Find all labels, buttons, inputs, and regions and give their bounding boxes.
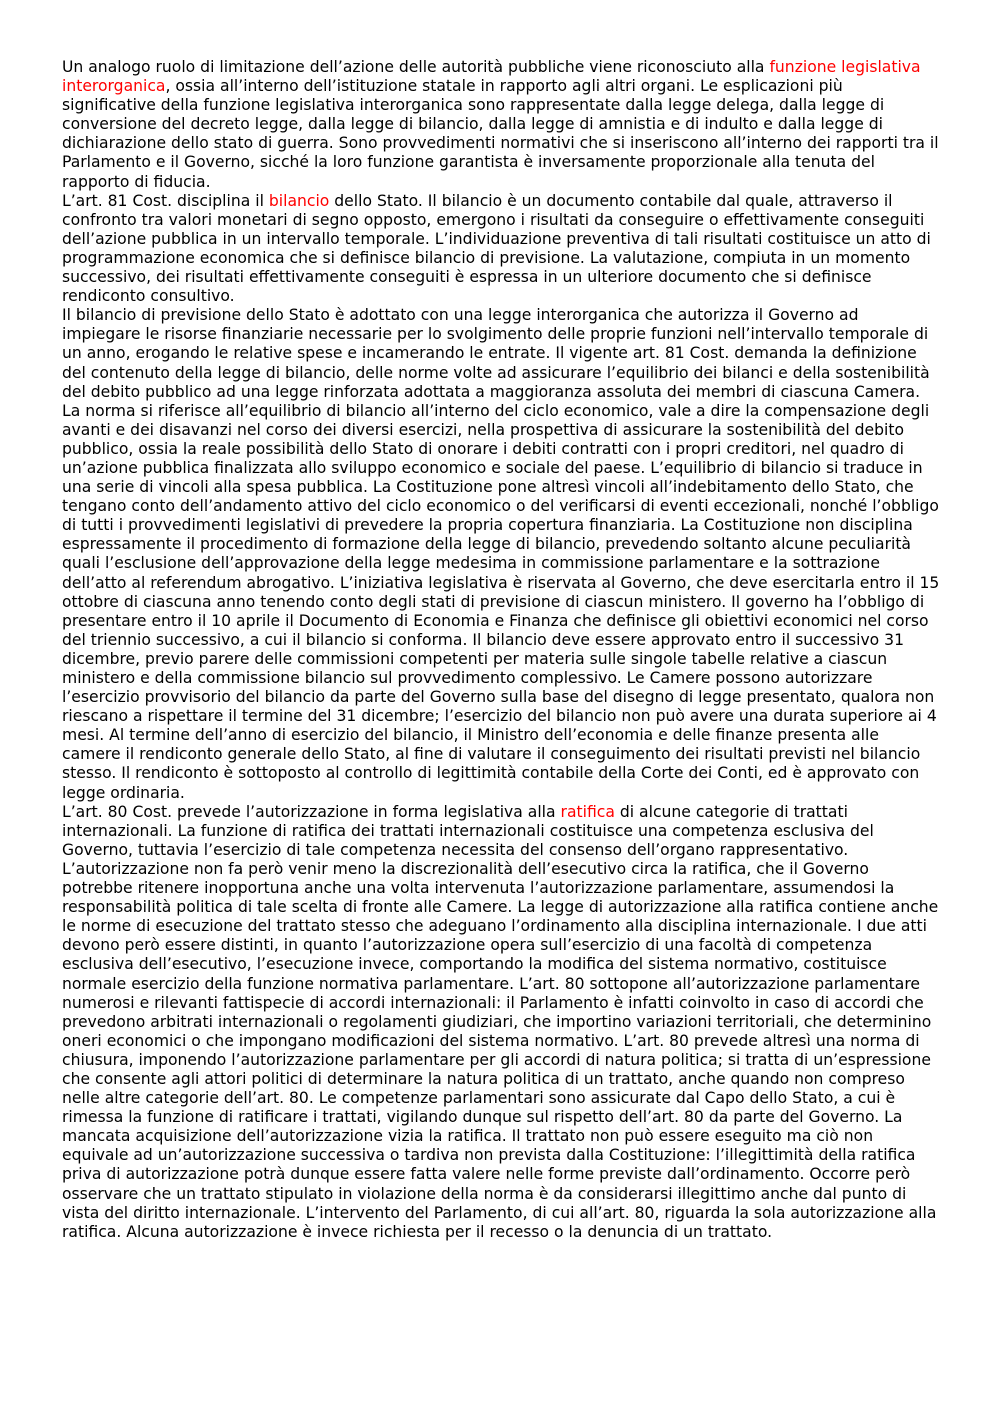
paragraph-bilancio [62, 192, 940, 307]
highlighted-term-ratifica: ratifica [560, 802, 615, 821]
document-page [62, 58, 940, 1242]
paragraph-text: L’art. 81 Cost. disciplina il [62, 191, 269, 210]
paragraph-text: dello Stato. Il bilancio è un documento contabile dal quale, attraverso il confronto tra valori monetari di segno opposto, emergono i risultati da conseguire o effettivamente conseguiti dell’azione pubblica in un intervallo temporale. L’individuazione preventiva di tali risultati costituisce un atto di programmazione economica che si definisce bilancio di previsione. La valutazione, compiuta in un momento successivo, dei risultati effettivamente conseguiti è espressa in un ulteriore documento che si definisce rendiconto consultivo. [62, 191, 931, 306]
paragraph-bilancio-di-previsione [62, 306, 940, 802]
highlighted-term-funzione-legislativa-interorganica: funzione legislativa interorganica [62, 58, 921, 96]
paragraph-ratifica [62, 803, 940, 1242]
paragraph-text: Un analogo ruolo di limitazione dell’azione delle autorità pubbliche viene riconosciuto alla [62, 58, 770, 76]
paragraph-text: di alcune categorie di trattati internazionali. La funzione di ratifica dei trattati internazionali costituisce una competenza esclusiva del Governo, tuttavia l’esercizio di tale competenza necessita del consenso dell’organo rappresentativo. L’autorizzazione non fa però venir meno la discrezionalità dell’esecutivo circa la ratifica, che il Governo potrebbe ritenere inopportuna anche una volta intervenuta l’autorizzazione parlamentare, assumendosi la responsabilità politica di tale scelta di fronte alle Camere. La legge di autorizzazione alla ratifica contiene anche le norme di esecuzione del trattato stesso che adeguano l’ordinamento alla disciplina internazionale. I due atti devono però essere distinti, in quanto l’autorizzazione opera sull’esercizio di una facoltà di competenza esclusiva dell’esecutivo, l’esecuzione invece, comportando la modifica del sistema normativo, costituisce normale esercizio della funzione normativa parlamentare. L’art. 80 sottopone all’autorizzazione parlamentare numerosi e rilevanti fattispecie di accordi internazionali: il Parlamento è infatti coinvolto in caso di accordi che prevedono arbitrati internazionali o regolamenti giudiziari, che importino variazioni territoriali, che determinino oneri economici o che impongano modificazioni del sistema normativo. L’art. 80 prevede altresì una norma di chiusura, imponendo l’autorizzazione parlamentare per gli accordi di natura politica; si tratta di un’espressione che consente agli attori politici di determinare la natura politica di un trattato, anche quando non compreso nelle altre categorie dell’art. 80. Le competenze parlamentari sono assicurate dal Capo dello Stato, a cui è rimessa la funzione di ratificare i trattati, vigilando dunque sul rispetto dell’art. 80 da parte del Governo. La mancata acquisizione dell’autorizzazione vizia la ratifica. Il trattato non può essere eseguito ma ciò non equivale ad un’autorizzazione successiva o tardiva non prevista dalla Costituzione: l’illegittimità della ratifica priva di autorizzazione potrà dunque essere fatta valere nelle forme previste dall’ordinamento. Occorre però osservare che un trattato stipulato in violazione della norma è da considerarsi illegittimo anche dal punto di vista del diritto internazionale. L’intervento del Parlamento, di cui all’art. 80, riguarda la sola autorizzazione alla ratifica. Alcuna autorizzazione è invece richiesta per il recesso o la denuncia di un trattato. [62, 802, 939, 1241]
paragraph-funzione-legislativa [62, 58, 940, 192]
paragraph-text: L’art. 80 Cost. prevede l’autorizzazione in forma legislativa alla [62, 802, 561, 821]
paragraph-text: Il bilancio di previsione dello Stato è adottato con una legge interorganica che autorizza il Governo ad impiegare le risorse finanziarie necessarie per lo svolgimento delle proprie funzioni nell’intervallo temporale di un anno, erogando le relative spese e incamerando le entrate. Il vigente art. 81 Cost. demanda la definizione del contenuto della legge di bilancio, delle norme volte ad assicurare l’equilibrio dei bilanci e della sostenibilità del debito pubblico ad una legge rinforzata adottata a maggioranza assoluta dei membri di ciascuna Camera. La norma si riferisce all’equilibrio di bilancio all’interno del ciclo economico, vale a dire la compensazione degli avanti e dei disavanzi nel corso dei diversi esercizi, nella prospettiva di assicurare la sostenibilità del debito pubblico, ossia la reale possibilità dello Stato di onorare i debiti contratti con i propri creditori, nel quadro di un’azione pubblica finalizzata allo sviluppo economico e sociale del paese. L’equilibrio di bilancio si traduce in una serie di vincoli alla spesa pubblica. La Costituzione pone altresì vincoli all’indebitamento dello Stato, che tengano conto dell’andamento attivo del ciclo economico o del verificarsi di eventi eccezionali, nonché l’obbligo di tutti i provvedimenti legislativi di prevedere la propria copertura finanziaria. La Costituzione non disciplina espressamente il procedimento di formazione della legge di bilancio, prevedendo soltanto alcune peculiarità quali l’esclusione dell’approvazione della legge medesima in commissione parlamentare e la sottrazione dell’atto al referendum abrogativo. L’iniziativa legislativa è riservata al Governo, che deve esercitarla entro il 15 ottobre di ciascuna anno tenendo conto degli stati di previsione di ciascun ministero. Il governo ha l’obbligo di presentare entro il 10 aprile il Documento di Economia e Finanza che definisce gli obiettivi economici nel corso del triennio successivo, a cui il bilancio si conforma. Il bilancio deve essere approvato entro il successivo 31 dicembre, previo parere delle commissioni competenti per materia sulle singole tabelle relative a ciascun ministero e della commissione bilancio sul provvedimento complessivo. Le Camere possono autorizzare l’esercizio provvisorio del bilancio da parte del Governo sulla base del disegno di legge presentato, qualora non riescano a rispettare il termine del 31 dicembre; l’esercizio del bilancio non può avere una durata superiore ai 4 mesi. Al termine dell’anno di esercizio del bilancio, il Ministro dell’economia e delle finanze presenta alle camere il rendiconto generale dello Stato, al fine di valutare il conseguimento dei risultati previsti nel bilancio stesso. Il rendiconto è sottoposto al controllo di legittimità contabile della Corte dei Conti, ed è approvato con legge ordinaria. [62, 306, 940, 802]
paragraph-text: , ossia all’interno dell’istituzione statale in rapporto agli altri organi. Le esplicazioni più significative della funzione legislativa interorganica sono rappresentate dalla legge delega, dalla legge di conversione del decreto legge, dalla legge di bilancio, dalla legge di amnistia e di indulto e dalla legge di dichiarazione dello stato di guerra. Sono provvedimenti normativi che si inseriscono all’interno dei rapporti tra il Parlamento e il Governo, sicché la loro funzione garantista è inversamente proporzionale alla tenuta del rapporto di fiducia. [62, 77, 939, 191]
highlighted-term-bilancio: bilancio [268, 191, 330, 210]
